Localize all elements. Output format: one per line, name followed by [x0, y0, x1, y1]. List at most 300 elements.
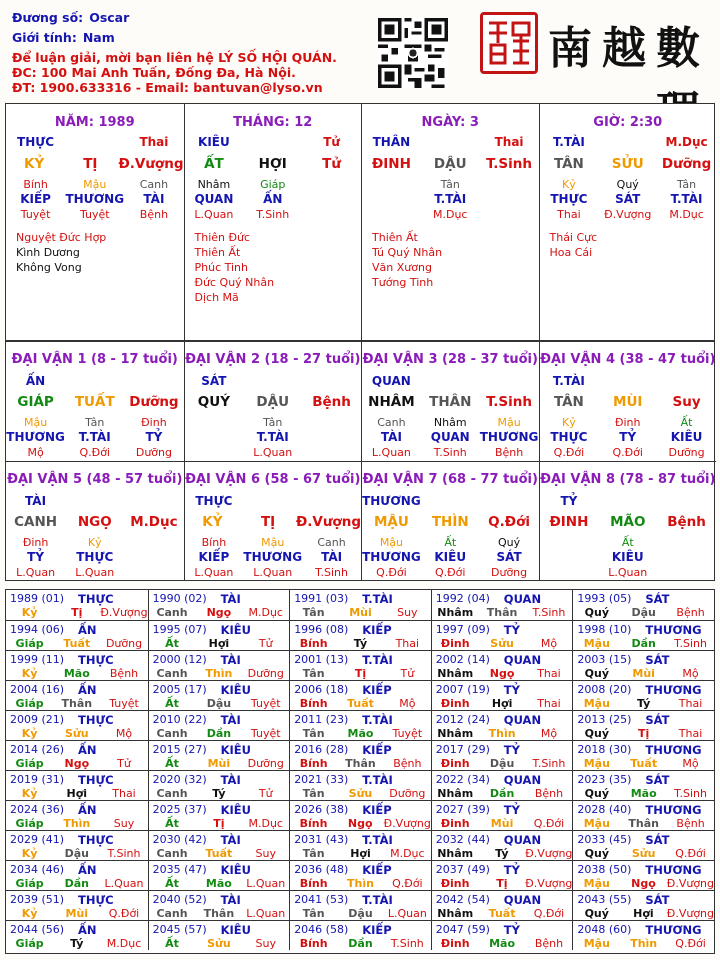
pillar-hidden-god-3 — [302, 192, 361, 206]
pillar-hidden-stem-row — [362, 178, 539, 191]
year-branch: Hợi — [66, 787, 88, 800]
year-cell[interactable] — [148, 680, 290, 710]
year-cell[interactable] — [572, 680, 714, 710]
year-cell[interactable] — [6, 770, 148, 800]
luck-period-hidden-stem-row — [185, 536, 362, 549]
year-pillar-row — [6, 606, 148, 619]
year-cell[interactable] — [289, 590, 431, 620]
year-god: SÁT — [645, 592, 670, 606]
year-label — [577, 592, 670, 606]
luck-period-stage-2: T.Sinh — [433, 446, 467, 459]
luck-period-cell-5[interactable] — [6, 461, 184, 580]
year-god: THỰC — [78, 653, 114, 667]
year-pillar-row — [290, 937, 431, 950]
year-stem: Quý — [584, 667, 609, 680]
luck-period-hidden-god-2: T.TÀI — [256, 430, 289, 444]
year-cell[interactable] — [148, 650, 290, 680]
luck-period-hidden-stem-1: Đinh — [22, 536, 49, 549]
year-stem: Nhâm — [437, 787, 474, 800]
year-branch: Tị — [496, 877, 508, 890]
year-number: 2042 (54) — [435, 893, 490, 906]
year-stem: Canh — [156, 727, 188, 740]
year-cell[interactable] — [148, 620, 290, 650]
luck-period-hidden-god-row — [185, 550, 362, 564]
year-branch: Dậu — [348, 907, 373, 920]
year-stem: Đinh — [440, 817, 470, 830]
year-number: 2037 (49) — [435, 863, 490, 876]
year-god: SÁT — [645, 893, 670, 907]
pillar-star-list — [550, 230, 598, 260]
year-god: SÁT — [645, 713, 670, 727]
luck-period-hidden-god-row — [185, 430, 362, 444]
year-label — [577, 893, 670, 907]
year-stage: Tuyệt — [109, 697, 139, 710]
year-label — [577, 653, 670, 667]
year-pillar-row — [432, 847, 573, 860]
year-number: 1991 (03) — [294, 592, 349, 605]
luck-period-cell-3[interactable] — [361, 342, 539, 461]
year-label — [152, 623, 251, 637]
pillar-top-god-2 — [421, 135, 480, 149]
pillar-main-3: Dưỡng — [661, 156, 712, 172]
year-label — [294, 623, 392, 637]
year-cell[interactable] — [572, 740, 714, 770]
pillar-hidden-stem-3: Canh — [139, 178, 169, 191]
year-god: QUAN — [503, 713, 542, 727]
year-cell[interactable] — [289, 920, 431, 950]
year-god: KIÊU — [220, 623, 251, 637]
pillar-hidden-god-row — [185, 192, 362, 206]
luck-period-stage-1: Mộ — [27, 446, 44, 459]
year-pillar-row — [432, 727, 573, 740]
year-cell[interactable] — [289, 650, 431, 680]
year-cell[interactable] — [431, 830, 573, 860]
year-stage: Dưỡng — [247, 667, 284, 680]
year-pillar-row — [432, 606, 573, 619]
year-cell[interactable] — [572, 890, 714, 920]
year-cell[interactable] — [6, 920, 148, 950]
year-cell[interactable] — [572, 830, 714, 860]
year-label — [152, 863, 251, 877]
year-cell[interactable] — [148, 800, 290, 830]
brand-title: 南越數 — [548, 23, 710, 74]
year-cell[interactable] — [6, 890, 148, 920]
year-god: T.TÀI — [362, 653, 393, 667]
year-god: SÁT — [645, 773, 670, 787]
year-number: 2021 (33) — [294, 773, 349, 786]
luck-period-hidden-god-1: THƯƠNG — [6, 430, 65, 444]
luck-period-hidden-god-row — [540, 550, 717, 564]
year-cell[interactable] — [572, 770, 714, 800]
pillar-cell-2[interactable] — [184, 104, 362, 340]
luck-period-main-row — [540, 394, 717, 410]
luck-period-stage-row — [362, 566, 539, 579]
year-cell[interactable] — [289, 770, 431, 800]
year-number: 2039 (51) — [10, 893, 65, 906]
year-cell[interactable] — [572, 860, 714, 890]
year-cell[interactable] — [572, 800, 714, 830]
year-label — [10, 833, 114, 847]
luck-period-hidden-stem-2: Kỷ — [87, 536, 102, 549]
luck-period-main-row — [6, 394, 184, 410]
year-stage: T.Sinh — [390, 937, 424, 950]
year-cell[interactable] — [148, 920, 290, 950]
year-branch: Tý — [212, 787, 226, 800]
luck-period-stage-1: L.Quan — [371, 446, 411, 459]
year-branch: Tý — [636, 697, 651, 710]
year-stage: Mộ — [682, 667, 699, 680]
qr-code-icon[interactable] — [378, 18, 448, 88]
year-pillar-row — [149, 727, 290, 740]
year-cell[interactable] — [572, 710, 714, 740]
luck-period-stage-1: Q.Đới — [376, 566, 407, 579]
pillar-main-2: SỬU — [611, 156, 644, 172]
year-stem: Mậu — [583, 877, 610, 890]
luck-period-title: ĐẠI VẬN 6 (58 - 67 tuổi) — [185, 472, 361, 487]
luck-period-main-row — [362, 514, 539, 530]
year-branch: Dậu — [64, 847, 89, 860]
year-cell[interactable] — [431, 740, 573, 770]
year-label — [435, 863, 520, 877]
year-stage: Thai — [537, 697, 561, 710]
year-label — [577, 623, 702, 637]
luck-period-hidden-stem-row — [540, 416, 717, 429]
luck-period-hidden-god-2: KIÊU — [611, 550, 644, 564]
luck-period-main-2: TUẤT — [74, 394, 115, 410]
year-label — [152, 923, 251, 937]
luck-period-cell-4[interactable] — [539, 342, 717, 461]
year-cell[interactable] — [572, 590, 714, 620]
year-branch: Ngọ — [489, 667, 515, 680]
pillar-main-row — [362, 156, 539, 172]
year-cell[interactable] — [431, 800, 573, 830]
year-cell[interactable] — [431, 590, 573, 620]
year-branch: Tị — [638, 727, 650, 740]
year-stage: Bệnh — [393, 757, 422, 770]
luck-period-hidden-god-3: KIÊU — [670, 430, 703, 444]
pillar-main-1: ĐINH — [371, 156, 411, 172]
year-label — [294, 863, 392, 877]
year-stage: M.Dục — [248, 817, 283, 830]
year-cell[interactable] — [289, 680, 431, 710]
year-cell[interactable] — [148, 740, 290, 770]
pillar-star-list — [372, 230, 442, 290]
four-pillars-panel — [5, 103, 715, 341]
year-cell[interactable] — [431, 890, 573, 920]
year-stem: Ất — [165, 697, 179, 710]
year-branch: Ngọ — [206, 606, 232, 619]
year-pillar-row — [6, 907, 148, 920]
year-god: THỰC — [78, 773, 114, 787]
year-cell[interactable] — [6, 680, 148, 710]
year-branch: Thìn — [630, 937, 658, 950]
year-cell[interactable] — [289, 830, 431, 860]
year-stem: Kỷ — [21, 727, 38, 740]
gender-line: Giới tính: Nam — [12, 30, 115, 45]
year-cell[interactable] — [6, 710, 148, 740]
year-stem: Tân — [302, 907, 325, 920]
year-god: ẤN — [78, 863, 97, 877]
year-label — [10, 923, 97, 937]
pillar-top-god-row — [540, 135, 717, 149]
year-number: 2029 (41) — [10, 833, 65, 846]
year-god: T.TÀI — [362, 592, 393, 606]
luck-period-cell-8[interactable] — [539, 461, 717, 580]
star-item: Văn Xương — [372, 261, 432, 274]
year-stem: Kỷ — [21, 907, 38, 920]
year-pillar-row — [573, 757, 714, 770]
year-cell[interactable] — [148, 830, 290, 860]
luck-period-hidden-stem-1: Canh — [377, 416, 406, 429]
luck-period-cell-7[interactable] — [361, 461, 539, 580]
star-item: Hoa Cái — [549, 246, 593, 259]
year-number: 2000 (12) — [152, 653, 207, 666]
year-pillar-row — [290, 637, 431, 650]
year-cell[interactable] — [6, 650, 148, 680]
luck-period-main-3: Bệnh — [667, 514, 706, 530]
year-cell[interactable] — [289, 890, 431, 920]
luck-period-hidden-stem-3: Canh — [317, 536, 346, 549]
star-item: Thiên Ất — [194, 246, 241, 259]
year-stem: Giáp — [15, 637, 44, 650]
luck-period-hidden-god-row — [6, 550, 184, 564]
luck-period-hidden-god-1: THƯƠNG — [362, 550, 421, 564]
pillar-top-god-2 — [65, 135, 124, 149]
year-number: 2020 (32) — [152, 773, 207, 786]
year-label — [294, 683, 392, 697]
pillar-hidden-god-row — [362, 192, 539, 206]
year-label — [577, 743, 702, 757]
luck-period-stage-2: L.Quan — [253, 446, 293, 459]
year-number: 2024 (36) — [10, 803, 65, 816]
luck-period-hidden-god-3: THƯƠNG — [479, 430, 539, 444]
year-stage: Mộ — [540, 727, 558, 740]
year-branch: Thân — [61, 697, 93, 710]
year-stage: T.Sinh — [674, 787, 707, 800]
year-cell[interactable] — [431, 770, 573, 800]
pillar-stage-1: Tuyệt — [20, 208, 51, 221]
year-stem: Bính — [299, 757, 328, 770]
year-branch: Hợi — [208, 637, 230, 650]
year-number: 2041 (53) — [294, 893, 349, 906]
year-label — [152, 743, 251, 757]
year-branch: Hợi — [633, 907, 654, 920]
year-cell[interactable] — [572, 650, 714, 680]
owner-line: Đương số: Oscar — [12, 10, 130, 25]
pillar-hidden-stem-2: Quý — [616, 178, 639, 191]
year-god: THƯƠNG — [645, 923, 702, 937]
luck-period-hidden-god-row — [6, 430, 184, 444]
year-label — [10, 683, 97, 697]
year-god: QUAN — [503, 893, 542, 907]
year-cell[interactable] — [6, 860, 148, 890]
luck-period-stage-1 — [185, 446, 244, 459]
year-cell[interactable] — [431, 920, 573, 950]
year-stage: Bệnh — [534, 937, 564, 950]
year-stem: Giáp — [15, 757, 44, 770]
year-cell[interactable] — [572, 920, 714, 950]
year-label — [435, 923, 520, 937]
year-number: 1997 (09) — [435, 623, 490, 636]
year-branch: Ngọ — [631, 877, 656, 890]
year-pillar-row — [290, 817, 431, 830]
year-cell[interactable] — [6, 800, 148, 830]
star-item: Không Vong — [16, 261, 82, 274]
year-label — [577, 773, 670, 787]
year-branch: Thìn — [347, 877, 374, 890]
year-stem: Canh — [156, 667, 188, 680]
year-branch: Thân — [628, 817, 659, 830]
year-label — [435, 713, 542, 727]
year-cell[interactable] — [431, 860, 573, 890]
year-cell[interactable] — [289, 740, 431, 770]
luck-period-title: ĐẠI VẬN 5 (48 - 57 tuổi) — [7, 472, 183, 487]
year-branch: Ngọ — [64, 757, 90, 770]
year-pillar-row — [6, 877, 148, 890]
year-number: 2040 (52) — [152, 893, 207, 906]
luck-period-title: ĐẠI VẬN 2 (18 - 27 tuổi) — [185, 352, 361, 367]
pillar-hidden-god-2: SÁT — [615, 192, 641, 206]
year-stage: Tử — [400, 667, 415, 680]
year-cell[interactable] — [431, 620, 573, 650]
year-god: KIÊU — [220, 863, 251, 877]
year-cell[interactable] — [289, 860, 431, 890]
year-stem: Canh — [156, 606, 188, 619]
year-number: 2001 (13) — [294, 653, 349, 666]
pillar-hidden-god-row — [540, 192, 717, 206]
luck-period-hidden-god-2: T.TÀI — [78, 430, 111, 444]
pillar-top-god-2 — [598, 135, 657, 149]
luck-period-stage-2: Q.Đới — [435, 566, 466, 579]
pillar-cell-3[interactable] — [361, 104, 539, 340]
year-number: 1999 (11) — [10, 653, 65, 666]
year-label — [10, 893, 114, 907]
year-number: 2013 (25) — [577, 713, 632, 726]
year-cell[interactable] — [148, 590, 290, 620]
pillar-hidden-god-3 — [480, 192, 539, 206]
luck-period-stage-row — [362, 446, 539, 459]
year-stage: Tuyệt — [250, 727, 281, 740]
year-number: 1994 (06) — [10, 623, 65, 636]
year-stage: Bệnh — [676, 606, 705, 619]
year-cell[interactable] — [572, 620, 714, 650]
year-label — [152, 833, 241, 847]
pillar-stage-3: M.Dục — [669, 208, 704, 221]
luck-period-hidden-stem-2: Ất — [444, 536, 457, 549]
year-branch: Tý — [70, 937, 84, 950]
year-cell[interactable] — [431, 650, 573, 680]
star-item: Phúc Tinh — [194, 261, 249, 274]
year-branch: Mão — [630, 787, 657, 800]
year-cell[interactable] — [431, 680, 573, 710]
year-stem: Ất — [165, 817, 179, 830]
year-stage: Đ.Vượng — [666, 907, 714, 920]
year-god: ẤN — [78, 923, 97, 937]
year-stem: Mậu — [583, 817, 610, 830]
year-cell[interactable] — [148, 890, 290, 920]
luck-period-top-god: T.TÀI — [552, 374, 585, 388]
pillar-cell-1[interactable] — [6, 104, 184, 340]
year-label — [152, 653, 241, 667]
luck-period-cell-1[interactable] — [6, 342, 184, 461]
luck-period-cell-6[interactable] — [184, 461, 362, 580]
year-cell[interactable] — [431, 710, 573, 740]
luck-period-main-3: Q.Đới — [488, 514, 530, 530]
year-label — [10, 623, 97, 637]
luck-period-stage-3: Bệnh — [494, 446, 524, 459]
year-god: TỶ — [503, 623, 520, 637]
year-number: 2002 (14) — [435, 653, 490, 666]
pillar-hidden-stem-1: Bính — [23, 178, 48, 191]
year-label — [294, 803, 392, 817]
year-cell[interactable] — [289, 800, 431, 830]
year-stem: Canh — [156, 907, 188, 920]
year-number: 2031 (43) — [294, 833, 349, 846]
star-item: Thái Cực — [549, 231, 598, 244]
year-branch: Tị — [354, 667, 367, 680]
luck-period-top-god: THỰC — [195, 494, 233, 508]
year-label — [435, 743, 520, 757]
luck-period-hidden-stem-row — [6, 536, 184, 549]
year-number: 1995 (07) — [152, 623, 207, 636]
luck-period-hidden-god-1: KIẾP — [198, 550, 230, 564]
luck-period-stage-2: L.Quan — [608, 566, 648, 579]
pillar-top-god-row — [362, 135, 539, 149]
header — [0, 0, 720, 100]
pillar-hidden-stem-3 — [302, 178, 361, 191]
year-god: TÀI — [220, 833, 241, 847]
year-stem: Nhâm — [437, 847, 474, 860]
year-cell[interactable] — [6, 830, 148, 860]
year-label — [152, 683, 251, 697]
pillar-main-3: T.Sinh — [486, 156, 532, 172]
pillar-stage-row — [362, 208, 539, 221]
year-cell[interactable] — [6, 740, 148, 770]
luck-period-hidden-god-3: TÀI — [321, 550, 343, 564]
year-cell[interactable] — [6, 590, 148, 620]
year-pillar-row — [573, 877, 714, 890]
luck-period-top-god: QUAN — [371, 374, 411, 388]
year-cell[interactable] — [148, 770, 290, 800]
luck-period-cell-2[interactable] — [184, 342, 362, 461]
pillar-cell-4[interactable] — [539, 104, 717, 340]
year-label — [152, 893, 241, 907]
luck-period-hidden-stem-3 — [657, 536, 716, 549]
luck-period-title: ĐẠI VẬN 4 (38 - 47 tuổi) — [540, 352, 716, 367]
pillar-stage-row — [185, 208, 362, 221]
pillar-top-god-3: Thai — [494, 135, 524, 149]
year-number: 2007 (19) — [435, 683, 490, 696]
year-god: ẤN — [78, 623, 97, 637]
year-cell[interactable] — [148, 710, 290, 740]
year-stage: Thai — [678, 727, 703, 740]
year-branch: Thìn — [488, 727, 516, 740]
year-cell[interactable] — [289, 620, 431, 650]
year-stage: Đ.Vượng — [525, 877, 573, 890]
year-cell[interactable] — [148, 860, 290, 890]
luck-period-main-2: TỊ — [260, 514, 276, 530]
contact-line-3[interactable]: ĐT: 1900.633316 - Email: bantuvan@lyso.vn — [12, 80, 323, 95]
year-pillar-row — [573, 637, 714, 650]
year-pillar-row — [432, 817, 573, 830]
year-cell[interactable] — [6, 620, 148, 650]
luck-period-hidden-stem-2: Tân — [85, 416, 105, 429]
pillar-stage-2: T.Sinh — [256, 208, 290, 221]
year-cell[interactable] — [289, 710, 431, 740]
year-god: THỰC — [78, 833, 114, 847]
year-branch: Tý — [495, 847, 509, 860]
pillar-top-god-3: Tử — [323, 135, 340, 149]
